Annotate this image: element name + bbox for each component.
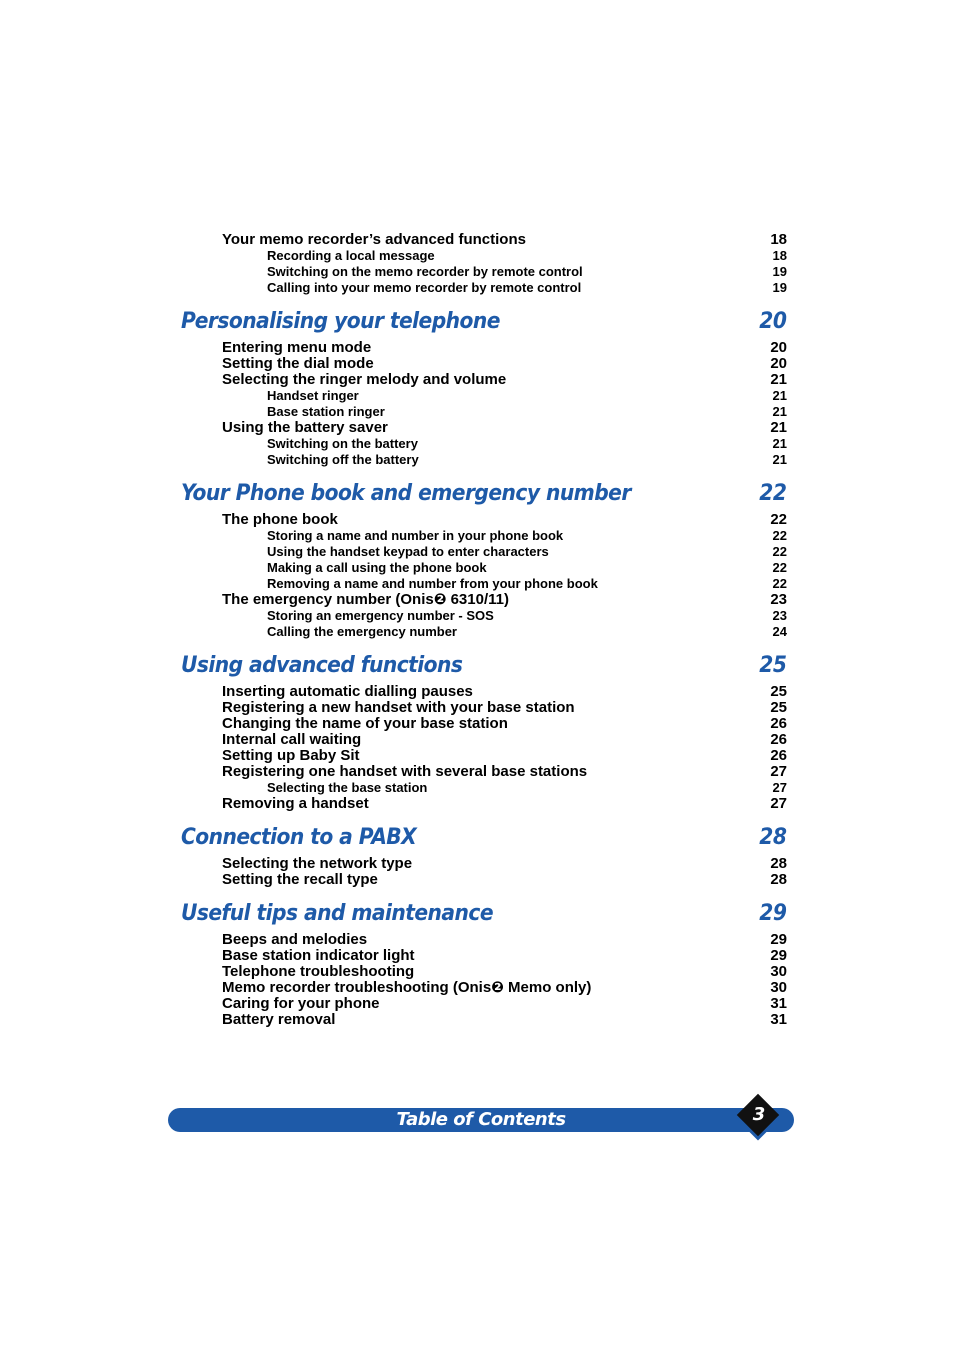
toc-entry-label: Battery removal [222, 1011, 336, 1028]
toc-entry[interactable] [181, 592, 787, 608]
toc-subentry[interactable] [181, 388, 787, 404]
toc-subentry[interactable] [181, 452, 787, 468]
section-title: Useful tips and maintenance [181, 901, 494, 926]
toc-entry-label: Recording a local message [267, 248, 435, 263]
toc-entry-page: 31 [770, 1011, 787, 1028]
toc-entry-page: 22 [772, 544, 787, 559]
toc-entry[interactable] [181, 796, 787, 812]
toc-entry[interactable] [181, 340, 787, 356]
toc-entry-label: Handset ringer [267, 388, 359, 403]
toc-entry[interactable] [181, 748, 787, 764]
toc-entry-label: Registering a new handset with your base station [222, 699, 575, 716]
toc-entry-label: Entering menu mode [222, 339, 372, 356]
toc-entry-page: 19 [772, 280, 787, 295]
toc-entry-page: 27 [770, 795, 787, 812]
toc-entry-page: 22 [772, 560, 787, 575]
toc-entry-label: Removing a handset [222, 795, 369, 812]
section-page: 20 [759, 309, 787, 334]
toc-entry-page: 24 [772, 624, 787, 639]
toc-entry-label: Removing a name and number from your phone book [267, 576, 598, 591]
toc-entry-label: The emergency number (Onis❷ 6310/11) [222, 591, 509, 608]
page-number-badge [737, 1094, 781, 1138]
toc-entry-page: 18 [770, 231, 787, 248]
toc-subentry[interactable] [181, 436, 787, 452]
section-title: Using advanced functions [181, 653, 463, 678]
toc-entry-label: Setting the recall type [222, 871, 378, 888]
table-of-contents [181, 232, 787, 1028]
toc-subentry[interactable] [181, 544, 787, 560]
toc-entry-label: Storing a name and number in your phone book [267, 528, 564, 543]
toc-entry-page: 22 [770, 511, 787, 528]
section-page: 28 [759, 825, 787, 850]
toc-subentry[interactable] [181, 264, 787, 280]
toc-entry-label: Using the battery saver [222, 419, 388, 436]
toc-entry-label: Setting the dial mode [222, 355, 374, 372]
footer-bar [168, 1108, 794, 1132]
toc-entry[interactable] [181, 372, 787, 388]
section-heading[interactable] [181, 308, 786, 336]
toc-entry-page: 26 [770, 715, 787, 732]
toc-entry-label: Base station ringer [267, 404, 385, 419]
toc-entry-label: Selecting the network type [222, 855, 413, 872]
toc-entry-page: 25 [770, 683, 787, 700]
toc-entry-page: 21 [770, 419, 787, 436]
toc-entry-page: 27 [772, 780, 787, 795]
toc-entry-page: 21 [770, 371, 787, 388]
toc-entry-page: 31 [770, 995, 787, 1012]
toc-entry-label: Selecting the base station [267, 780, 428, 795]
section-heading[interactable] [181, 480, 786, 508]
toc-entry[interactable] [181, 1012, 787, 1028]
section-page: 22 [759, 481, 787, 506]
toc-subentry[interactable] [181, 528, 787, 544]
toc-entry-page: 21 [772, 436, 787, 451]
toc-entry-label: Your memo recorder’s advanced functions [222, 231, 526, 248]
toc-entry[interactable] [181, 420, 787, 436]
toc-entry[interactable] [181, 856, 787, 872]
toc-entry-label: Internal call waiting [222, 731, 362, 748]
section-title: Your Phone book and emergency number [181, 481, 631, 506]
toc-entry-label: Switching on the battery [267, 436, 418, 451]
section-page: 25 [759, 653, 787, 678]
toc-entry-page: 21 [772, 404, 787, 419]
toc-entry-page: 23 [772, 608, 787, 623]
toc-entry[interactable] [181, 996, 787, 1012]
toc-entry[interactable] [181, 512, 787, 528]
toc-entry-label: Memo recorder troubleshooting (Onis❷ Memo only) [222, 979, 592, 996]
toc-entry-page: 21 [772, 452, 787, 467]
toc-entry-page: 20 [770, 355, 787, 372]
toc-entry[interactable] [181, 716, 787, 732]
toc-entry-label: Calling into your memo recorder by remote control [267, 280, 582, 295]
toc-entry-page: 19 [772, 264, 787, 279]
toc-subentry[interactable] [181, 624, 787, 640]
toc-entry-label: The phone book [222, 511, 338, 528]
toc-subentry[interactable] [181, 780, 787, 796]
toc-entry-page: 29 [770, 931, 787, 948]
toc-entry-page: 30 [770, 963, 787, 980]
section-heading[interactable] [181, 824, 786, 852]
toc-entry-page: 28 [770, 855, 787, 872]
toc-entry[interactable] [181, 932, 787, 948]
toc-entry-label: Switching on the memo recorder by remote control [267, 264, 583, 279]
toc-entry-page: 22 [772, 528, 787, 543]
toc-entry[interactable] [181, 356, 787, 372]
toc-entry[interactable] [181, 980, 787, 996]
toc-subentry[interactable] [181, 280, 787, 296]
toc-entry-page: 25 [770, 699, 787, 716]
toc-entry-label: Using the handset keypad to enter characters [267, 544, 549, 559]
toc-subentry[interactable] [181, 608, 787, 624]
toc-entry-label: Switching off the battery [267, 452, 419, 467]
section-title: Personalising your telephone [181, 309, 500, 334]
toc-entry[interactable] [181, 764, 787, 780]
toc-entry[interactable] [181, 964, 787, 980]
footer-title: Table of Contents [396, 1109, 566, 1130]
toc-entry[interactable] [181, 700, 787, 716]
toc-entry-label: Telephone troubleshooting [222, 963, 415, 980]
toc-entry[interactable] [181, 684, 787, 700]
toc-entry-page: 23 [770, 591, 787, 608]
toc-entry-page: 20 [770, 339, 787, 356]
toc-entry-label: Base station indicator light [222, 947, 415, 964]
page-number: 3 [752, 1104, 766, 1125]
toc-entry-label: Changing the name of your base station [222, 715, 508, 732]
section-heading[interactable] [181, 652, 786, 680]
toc-entry-page: 29 [770, 947, 787, 964]
toc-entry[interactable] [181, 232, 787, 248]
toc-subentry[interactable] [181, 248, 787, 264]
toc-entry[interactable] [181, 732, 787, 748]
toc-entry-label: Calling the emergency number [267, 624, 457, 639]
toc-entry-page: 30 [770, 979, 787, 996]
toc-subentry[interactable] [181, 576, 787, 592]
toc-entry-page: 26 [770, 731, 787, 748]
toc-entry-label: Inserting automatic dialling pauses [222, 683, 473, 700]
section-heading[interactable] [181, 900, 786, 928]
toc-entry[interactable] [181, 948, 787, 964]
toc-entry-label: Setting up Baby Sit [222, 747, 360, 764]
toc-entry-page: 27 [770, 763, 787, 780]
toc-subentry[interactable] [181, 560, 787, 576]
toc-subentry[interactable] [181, 404, 787, 420]
toc-entry-page: 26 [770, 747, 787, 764]
toc-entry-page: 21 [772, 388, 787, 403]
toc-entry-label: Making a call using the phone book [267, 560, 487, 575]
section-page: 29 [759, 901, 787, 926]
toc-entry-label: Caring for your phone [222, 995, 380, 1012]
toc-entry[interactable] [181, 872, 787, 888]
toc-entry-page: 28 [770, 871, 787, 888]
section-title: Connection to a PABX [181, 825, 417, 850]
toc-entry-page: 22 [772, 576, 787, 591]
toc-entry-label: Beeps and melodies [222, 931, 368, 948]
toc-entry-label: Storing an emergency number - SOS [267, 608, 494, 623]
toc-entry-page: 18 [772, 248, 787, 263]
toc-entry-label: Selecting the ringer melody and volume [222, 371, 507, 388]
toc-entry-label: Registering one handset with several base stations [222, 763, 588, 780]
